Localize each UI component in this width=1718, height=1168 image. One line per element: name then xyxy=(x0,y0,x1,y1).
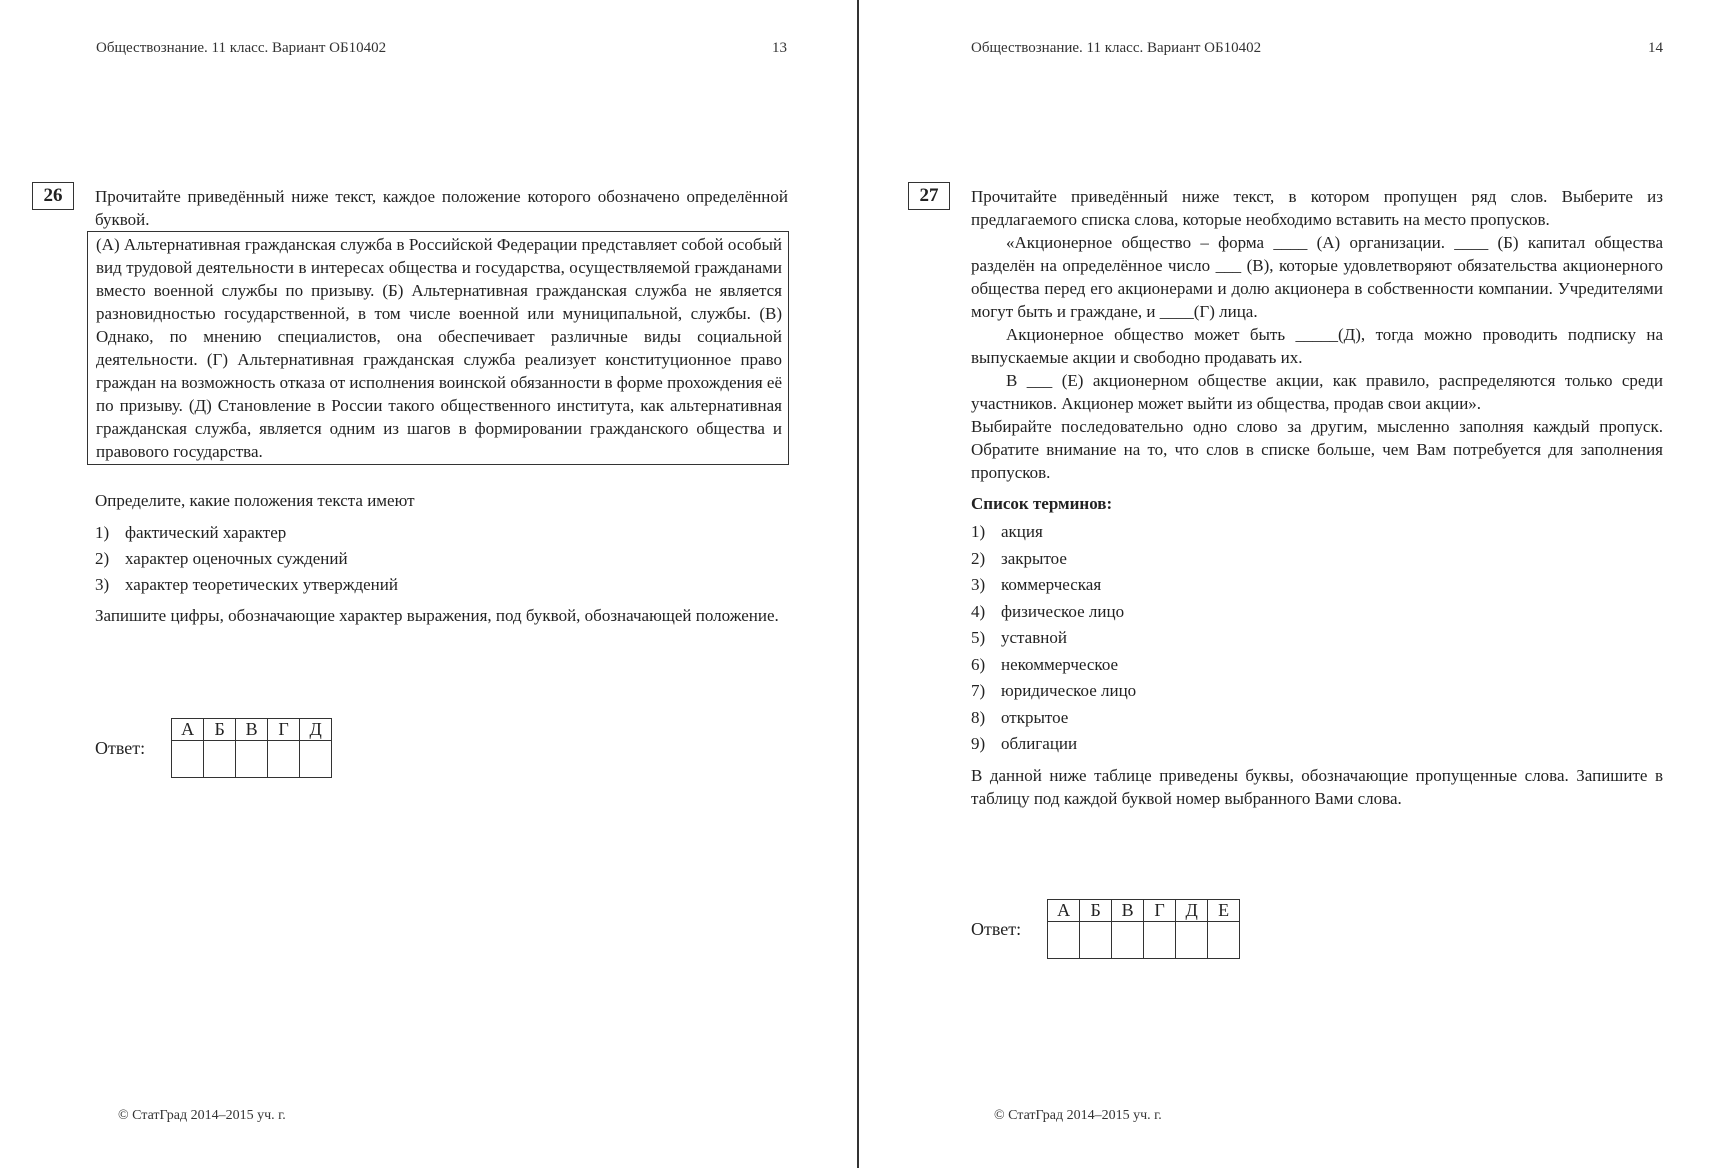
option-text: фактический характер xyxy=(125,523,287,542)
gap-text-paragraph-1: «Акционерное общество – форма ____ (А) организации. ____ (Б) капитал общества разделён на определённое число ___ (В), которые удовлетворяют обязательства акционерного общества перед его акционерами и долю акционера в собственности компании. Учредителями могут быть и граждане, и ____(Г) лица. xyxy=(971,233,1663,321)
answer-letter: Б xyxy=(1080,900,1112,922)
answer-cell[interactable] xyxy=(1176,922,1208,959)
answer-letter: А xyxy=(172,719,204,741)
list-item xyxy=(971,625,1663,652)
list-item xyxy=(971,546,1663,573)
term-text: коммерческая xyxy=(1001,575,1102,594)
answer-letter: Г xyxy=(268,719,300,741)
list-item xyxy=(971,572,1663,599)
term-text: физическое лицо xyxy=(1001,601,1125,621)
answer-letter: А xyxy=(1048,900,1080,922)
list-item xyxy=(971,678,1663,705)
options-list xyxy=(95,520,788,598)
terms-list xyxy=(971,519,1663,758)
task-number-26: 26 xyxy=(32,182,74,210)
answer-label: Ответ: xyxy=(95,737,146,758)
term-text: акция xyxy=(1001,522,1043,541)
page-divider xyxy=(857,0,859,1168)
page-footer: © СтатГрад 2014–2015 уч. г. xyxy=(994,1108,1162,1123)
term-text: юридическое лицо xyxy=(1001,681,1137,700)
task-instruction: Прочитайте приведённый ниже текст, каждое положение которого обозначено определённой буквой. xyxy=(95,187,788,229)
source-text-box xyxy=(87,231,789,465)
term-number: 5) xyxy=(971,628,986,647)
page-14 xyxy=(860,0,1718,1168)
answer-cell[interactable] xyxy=(1080,922,1112,959)
page-footer: © СтатГрад 2014–2015 уч. г. xyxy=(118,1108,286,1123)
term-text: открытое xyxy=(1001,707,1069,727)
answer-cell[interactable] xyxy=(236,741,268,778)
write-instruction: Запишите цифры, обозначающие характер выражения, под буквой, обозначающей положение. xyxy=(95,606,779,625)
choose-instruction: Выбирайте последовательно одно слово за другим, мысленно заполняя каждый пропуск. Обратите внимание на то, что слов в списке больше, чем Вам потребуется для заполнения пропусков. xyxy=(971,417,1663,482)
page-header-title: Обществознание. 11 класс. Вариант ОБ10402 xyxy=(971,40,1262,56)
answer-block-27 xyxy=(971,899,1240,959)
answer-letter: В xyxy=(1112,900,1144,922)
answer-cell[interactable] xyxy=(1112,922,1144,959)
term-number: 3) xyxy=(971,575,986,594)
list-item xyxy=(971,731,1663,758)
term-text: облигации xyxy=(1001,734,1078,753)
page-number: 14 xyxy=(1648,40,1663,56)
term-text: уставной xyxy=(1001,628,1067,647)
term-number: 2) xyxy=(971,548,986,568)
option-number: 3) xyxy=(95,575,110,594)
term-text: закрытое xyxy=(1001,548,1067,568)
source-text: (А) Альтернативная гражданская служба в Российской Федерации представляет собой особый вид трудовой деятельности в интересах общества и государства, осуществляемой гражданами вместо военной службы по призыву. (Б) Альтернативная гражданская служба не является разновидностью государственной, в том числе военной или муниципальной, службы. (В) Однако, по мнению специалистов, она обеспечивает различные виды социальной деятельности. (Г) Альтернативная гражданская служба реализует конституционное право граждан на возможность отказа от исполнения воинской обязанности в форме прохождения её по призыву. (Д) Становление в России такого общественного института, как альтернативная гражданская служба, является одним из шагов в формировании гражданского общества и правового государства. xyxy=(96,235,782,461)
list-item xyxy=(95,546,788,572)
table-instruction: В данной ниже таблице приведены буквы, обозначающие пропущенные слова. Запишите в таблицу под каждой буквой номер выбранного Вами слова. xyxy=(971,765,1663,808)
term-text: некоммерческое xyxy=(1001,654,1119,674)
term-number: 9) xyxy=(971,734,986,753)
answer-cell[interactable] xyxy=(172,741,204,778)
term-number: 1) xyxy=(971,522,986,541)
answer-cell[interactable] xyxy=(204,741,236,778)
answer-letter: В xyxy=(236,719,268,741)
answer-cell[interactable] xyxy=(268,741,300,778)
list-item xyxy=(971,652,1663,679)
option-number: 2) xyxy=(95,549,110,568)
page-number: 13 xyxy=(772,40,787,56)
terms-title: Список терминов: xyxy=(971,494,1113,513)
list-item xyxy=(971,599,1663,626)
answer-table xyxy=(171,718,332,778)
task-27-content xyxy=(971,185,1663,810)
list-item xyxy=(971,519,1663,546)
page-13 xyxy=(0,0,858,1168)
answer-cell[interactable] xyxy=(300,741,332,778)
answer-letter: Г xyxy=(1144,900,1176,922)
gap-text-paragraph-2: Акционерное общество может быть _____(Д), тогда можно проводить подписку на выпускаемые акции и свободно продавать их. xyxy=(971,325,1663,367)
answer-letter: Б xyxy=(204,719,236,741)
term-number: 6) xyxy=(971,654,986,674)
answer-table xyxy=(1047,899,1240,959)
question-text: Определите, какие положения текста имеют xyxy=(95,491,415,510)
answer-label: Ответ: xyxy=(971,918,1022,939)
answer-cell[interactable] xyxy=(1048,922,1080,959)
page-header-title: Обществознание. 11 класс. Вариант ОБ10402 xyxy=(96,40,387,56)
list-item xyxy=(95,572,788,598)
term-number: 8) xyxy=(971,707,986,727)
term-number: 7) xyxy=(971,681,986,700)
task-number-27: 27 xyxy=(908,182,950,210)
option-number: 1) xyxy=(95,523,110,542)
task-instruction: Прочитайте приведённый ниже текст, в котором пропущен ряд слов. Выберите из предлагаемого списка слова, которые необходимо вставить на место пропусков. xyxy=(971,187,1663,229)
answer-cell[interactable] xyxy=(1144,922,1176,959)
answer-cell[interactable] xyxy=(1208,922,1240,959)
answer-letter: Е xyxy=(1208,900,1240,922)
answer-letter: Д xyxy=(1176,900,1208,922)
gap-text-paragraph-3: В ___ (Е) акционерном обществе акции, как правило, распределяются только среди участников. Акционер может выйти из общества, продав свои акции». xyxy=(971,371,1663,413)
task-26-content xyxy=(95,185,788,627)
answer-block-26 xyxy=(95,718,332,778)
answer-letter: Д xyxy=(300,719,332,741)
option-text: характер теоретических утверждений xyxy=(125,575,398,594)
option-text: характер оценочных суждений xyxy=(125,549,348,568)
list-item xyxy=(95,520,788,546)
list-item xyxy=(971,705,1663,732)
term-number: 4) xyxy=(971,601,986,621)
